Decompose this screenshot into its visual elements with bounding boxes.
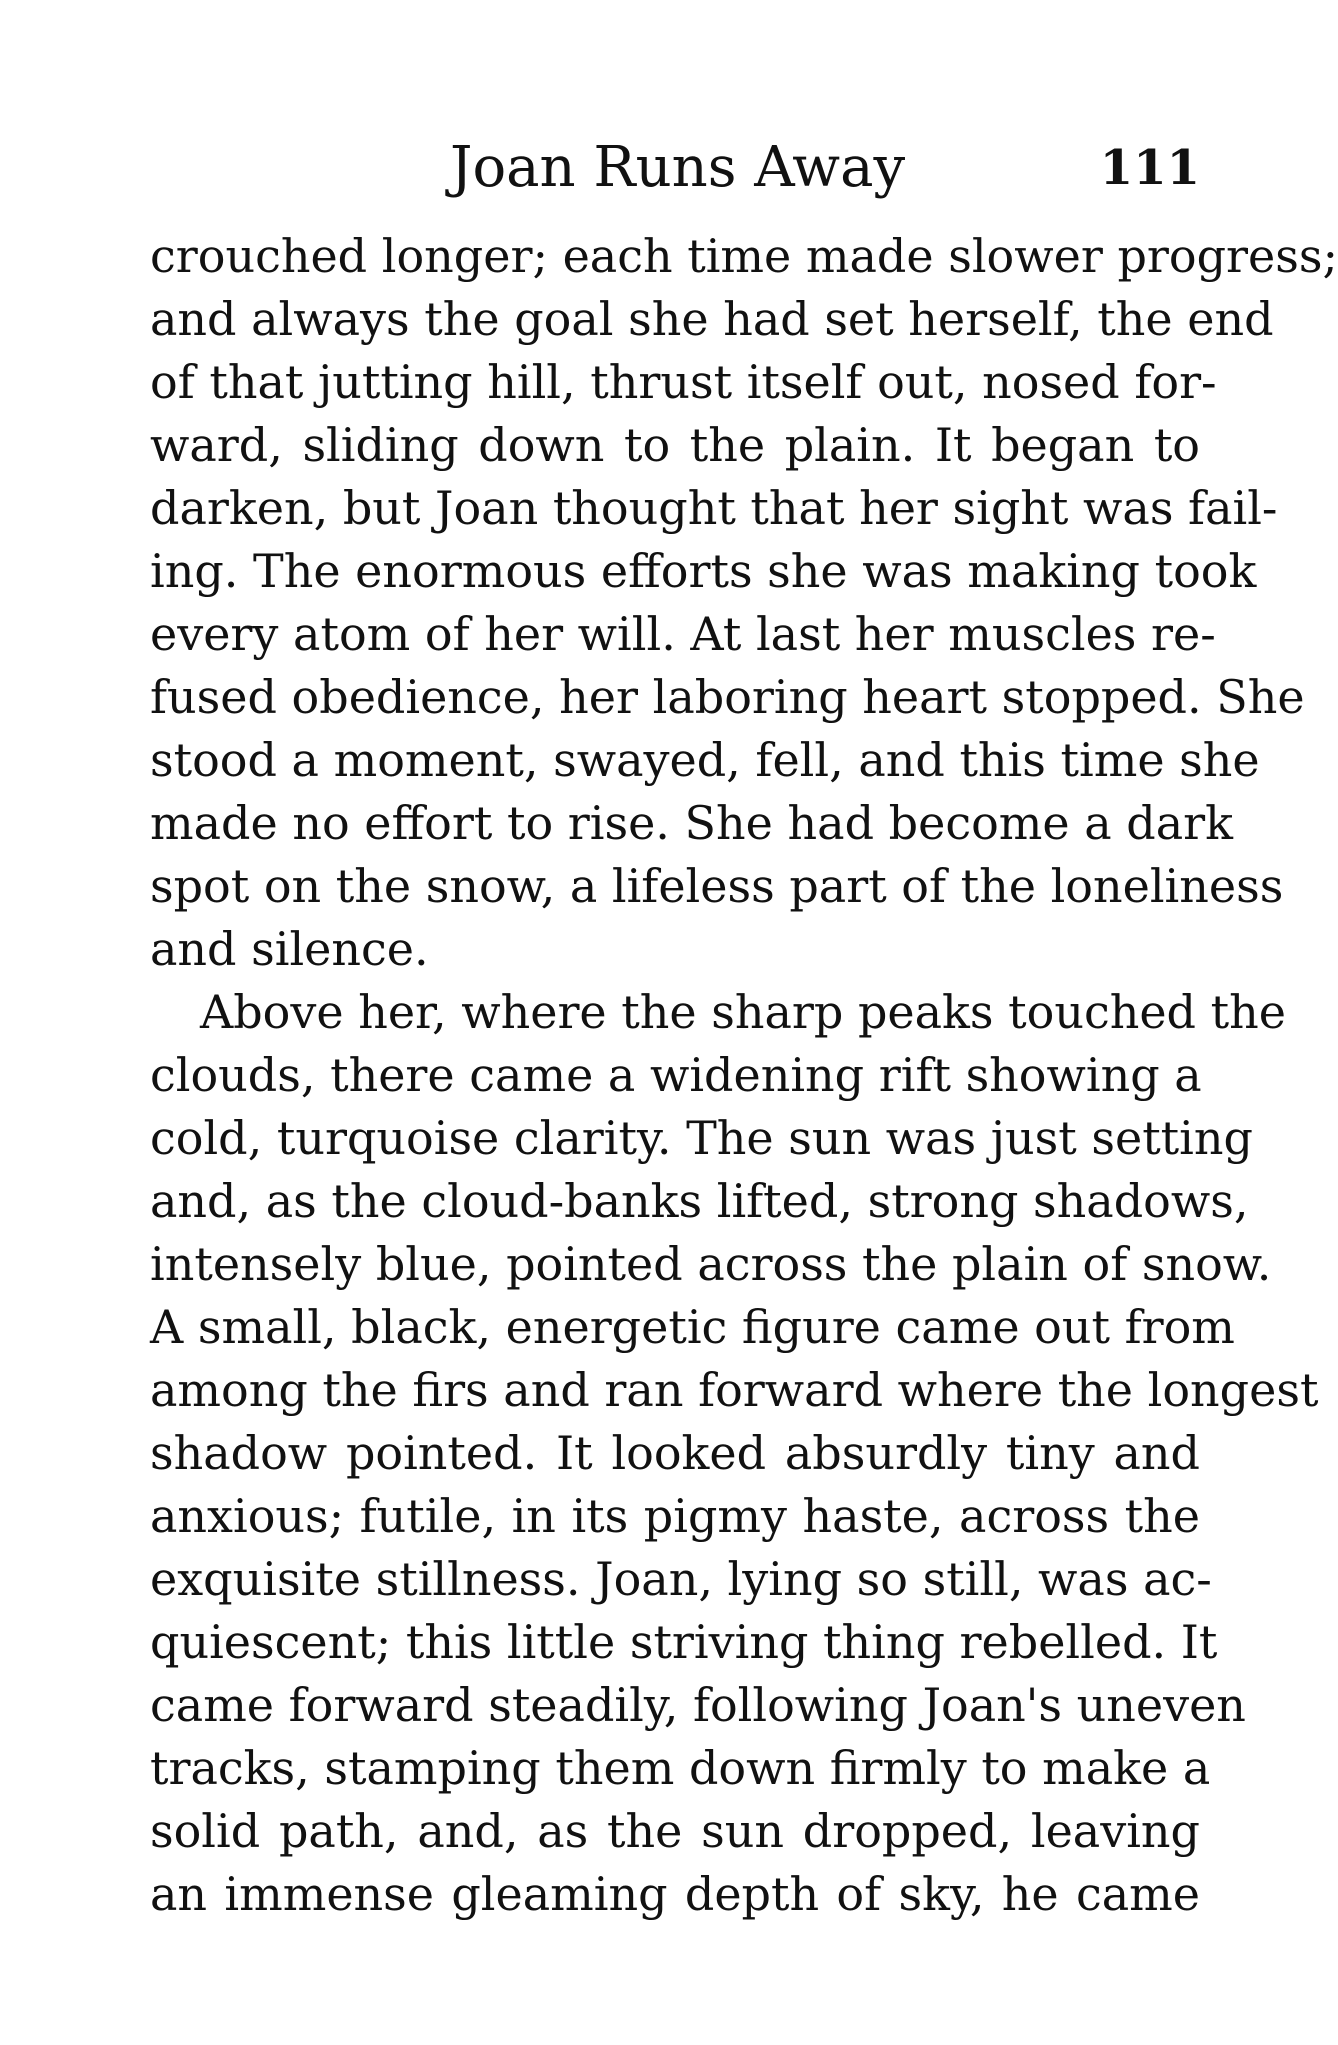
text-line: anxious; futile, in its pigmy haste, across the [150, 1489, 1200, 1543]
text-line: quiescent; this little striving thing rebelled. It [150, 1615, 1218, 1669]
text-line: of that jutting hill, thrust itself out, nosed for- [150, 355, 1217, 409]
text-line: A small, black, energetic figure came out from [150, 1300, 1235, 1354]
text-line: ing. The enormous efforts she was making took [150, 544, 1257, 598]
text-line: spot on the snow, a lifeless part of the loneliness [150, 859, 1284, 913]
text-line: made no effort to rise. She had become a dark [150, 796, 1234, 850]
text-line: shadow pointed. It looked absurdly tiny and [150, 1426, 1200, 1480]
text-line: solid path, and, as the sun dropped, leaving [150, 1804, 1200, 1858]
running-title: Joan Runs Away [450, 135, 906, 200]
text-line: fused obedience, her laboring heart stopped. She [150, 670, 1305, 724]
text-line: an immense gleaming depth of sky, he came [150, 1867, 1200, 1921]
text-line: among the firs and ran forward where the longest [150, 1363, 1319, 1417]
paragraph-end-line: and silence. [150, 922, 429, 976]
text-line: tracks, stamping them down firmly to make a [150, 1741, 1211, 1795]
text-line: stood a moment, swayed, fell, and this time she [150, 733, 1260, 787]
text-line: cold, turquoise clarity. The sun was just setting [150, 1111, 1253, 1165]
text-line: came forward steadily, following Joan's uneven [150, 1678, 1246, 1732]
text-line: clouds, there came a widening rift showing a [150, 1048, 1202, 1102]
body-text [150, 225, 1338, 1926]
paragraph-first-line: Above her, where the sharp peaks touched the [200, 985, 1286, 1039]
text-line: ward, sliding down to the plain. It began to [150, 418, 1200, 472]
text-line: intensely blue, pointed across the plain of snow. [150, 1237, 1272, 1291]
text-line: every atom of her will. At last her muscles re- [150, 607, 1216, 661]
text-line: exquisite stillness. Joan, lying so still, was ac- [150, 1552, 1212, 1606]
text-line: darken, but Joan thought that her sight was fail- [150, 481, 1278, 535]
text-line: and, as the cloud-banks lifted, strong shadows, [150, 1174, 1249, 1228]
page-number: 111 [1099, 140, 1200, 196]
text-line: crouched longer; each time made slower progress; [150, 229, 1338, 283]
running-head [150, 128, 1200, 208]
text-line: and always the goal she had set herself, the end [150, 292, 1274, 346]
